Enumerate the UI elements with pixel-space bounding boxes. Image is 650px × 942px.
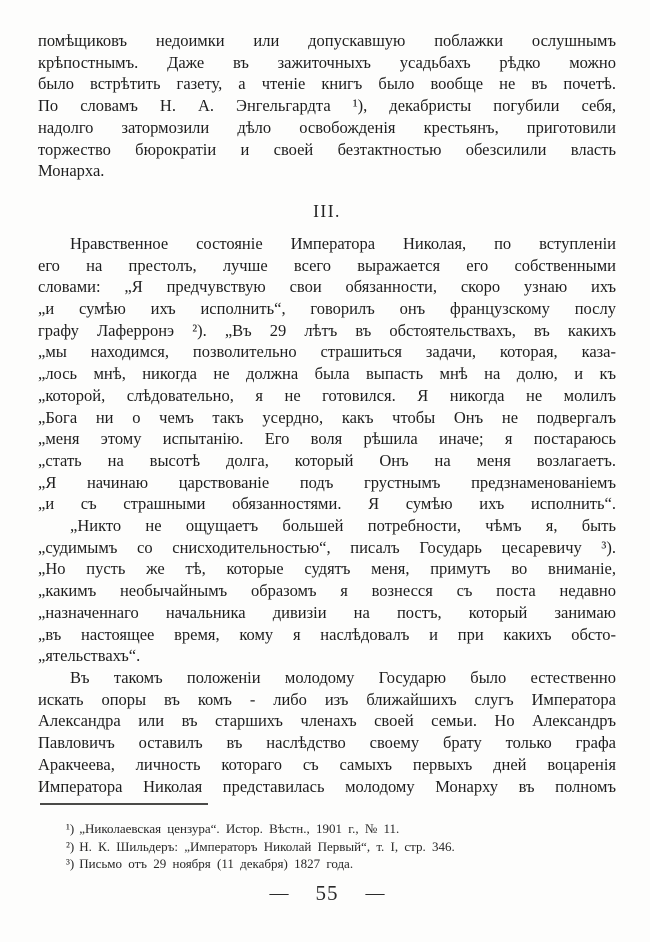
page-footer bbox=[38, 881, 616, 906]
text-line: „меня этому испытанію. Его воля рѣшила иначе; я постараюсь bbox=[38, 429, 616, 449]
text-line: Александра или въ старшихъ членахъ своей семьи. Но Александръ bbox=[38, 711, 616, 731]
text-line: „и сумѣю ихъ исполнить“, говорилъ онъ французскому послу bbox=[38, 299, 616, 319]
text-line: „и съ страшными обязанностями. Я сумѣю ихъ исполнить“. bbox=[38, 494, 616, 514]
footnote-text: „Николаевская цензура“. Истор. Вѣстн., 1901 г., № 11. bbox=[79, 821, 400, 837]
text-line: графу Лаферронэ ²). „Въ 29 лѣтъ въ обстоятельствахъ, въ какихъ bbox=[38, 320, 616, 340]
page-body bbox=[38, 30, 616, 797]
text-line: помѣщиковъ недоимки или допускавшую поблажки ослушнымъ bbox=[38, 31, 616, 50]
section-heading: III. bbox=[313, 200, 341, 221]
footnote-text: Письмо отъ 29 ноября (11 декабря) 1827 года. bbox=[79, 856, 354, 872]
footnote bbox=[66, 855, 586, 872]
text-line: „судимымъ со снисходительностью“, писалъ Государь цесаревичу ³). bbox=[38, 537, 616, 557]
paragraph bbox=[38, 30, 616, 182]
text-line: „Я начинаю царствованіе подъ грустнымъ предзнаменованіемъ bbox=[38, 472, 616, 492]
text-line: крѣпостнымъ. Даже въ зажиточныхъ усадьбахъ рѣдко можно bbox=[38, 52, 616, 72]
paragraph bbox=[38, 667, 616, 797]
footnote-separator bbox=[40, 803, 208, 805]
text-line: „назначеннаго начальника дивизіи на постъ, который занимаю bbox=[38, 602, 616, 622]
text-line: Императора Николая представилась молодому Монарху въ полномъ bbox=[38, 776, 616, 796]
text-line: его на престолъ, лучше всего выражается его собственными bbox=[38, 255, 616, 275]
footer-dash-right: — bbox=[365, 882, 385, 904]
text-line: По словамъ Н. А. Энгельгардта ¹), декабристы погубили себя, bbox=[38, 96, 616, 116]
text-line: „лось мнѣ, никогда не должна была выпасть мнѣ на долю, и къ bbox=[38, 364, 616, 384]
text-line: Монарха. bbox=[38, 161, 105, 181]
text-line: „въ настоящее время, кому я наслѣдовалъ и при какихъ обсто- bbox=[38, 624, 616, 644]
text-line: „Никто не ощущаетъ большей потребности, чѣмъ я, быть bbox=[70, 516, 616, 536]
text-line: „какимъ необычайнымъ образомъ я вознесся съ поста недавно bbox=[38, 581, 616, 601]
page-number: 55 bbox=[315, 881, 339, 906]
text-line: „стать на высотѣ долга, который Онъ на меня возлагаетъ. bbox=[38, 450, 616, 470]
paragraph bbox=[38, 233, 616, 515]
footnotes bbox=[38, 820, 616, 872]
text-line: „Бога ни о чемъ такъ усердно, какъ чтобы Онъ не подвергалъ bbox=[38, 407, 616, 427]
footnote bbox=[66, 838, 586, 855]
footer-dash-left: — bbox=[269, 882, 289, 904]
text-line: искать опоры въ комъ - либо изъ ближайшихъ слугъ Императора bbox=[38, 689, 616, 709]
text-line: „которой, слѣдовательно, я не готовился. Я никогда не молилъ bbox=[38, 385, 616, 405]
text-line: словами: „Я предчувствую свои обязанности, скоро узнаю ихъ bbox=[38, 277, 616, 297]
text-line: „мы находимся, позволительно страшиться задачи, которая, каза- bbox=[38, 342, 616, 362]
text-line: Въ такомъ положеніи молодому Государю было естественно bbox=[70, 667, 616, 687]
footnote-text: Н. К. Шильдеръ: „Императоръ Николай Первый“, т. I, стр. 346. bbox=[79, 838, 455, 854]
footnote-marker: ¹) bbox=[66, 821, 75, 837]
text-line: Нравственное состояніе Императора Николая, по вступленіи bbox=[70, 233, 616, 253]
paragraph bbox=[38, 515, 616, 667]
text-line: торжество бюрократіи и своей безтактностью обезсилили власть bbox=[38, 139, 616, 159]
text-line: было встрѣтить газету, а чтеніе книгъ было вообще не въ почетѣ. bbox=[38, 74, 616, 94]
text-line: надолго затормозили дѣло освобожденія крестьянъ, приготовили bbox=[38, 117, 616, 137]
text-line: „ятельствахъ“. bbox=[38, 646, 141, 666]
text-line: „Но пусть же тѣ, которые судятъ меня, примутъ во вниманіе, bbox=[38, 559, 616, 579]
footnote-marker: ²) bbox=[66, 838, 75, 854]
text-line: Аракчеева, личность котораго съ самыхъ первыхъ дней воцаренія bbox=[38, 754, 616, 774]
text-line: Павловичъ оставилъ въ наслѣдство своему брату только графа bbox=[38, 733, 616, 753]
footnote bbox=[66, 820, 586, 837]
footnote-marker: ³) bbox=[66, 856, 75, 872]
